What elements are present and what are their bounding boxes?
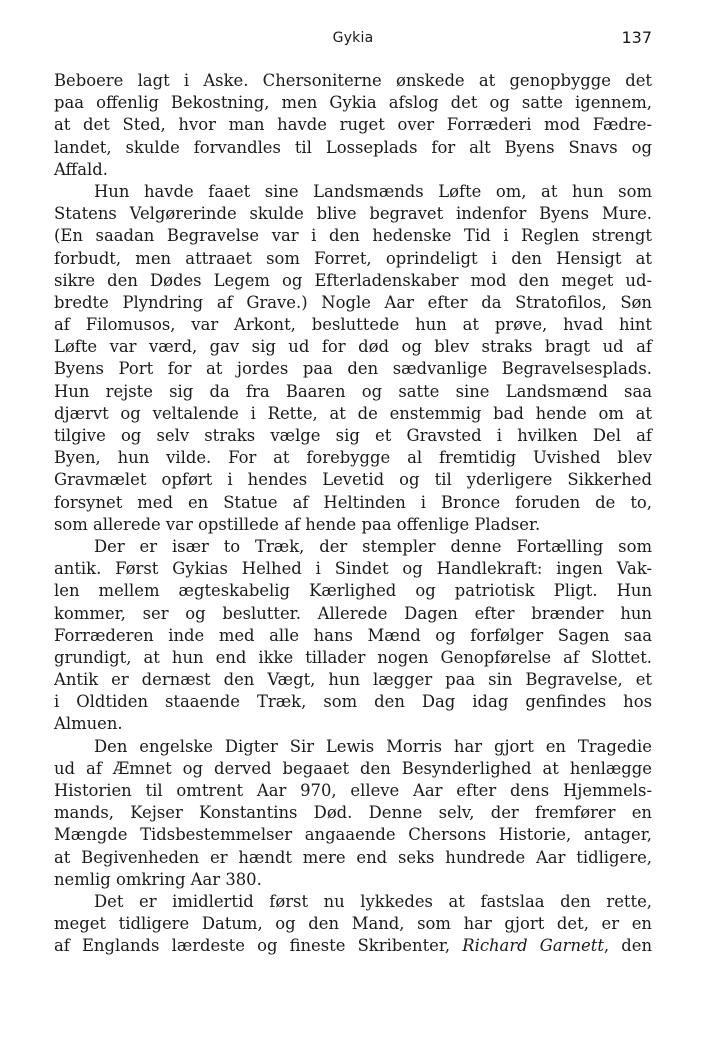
text-line: at Begivenheden er hændt mere end seks hundrede Aar tidligere,	[54, 847, 652, 867]
text-line: Gravmælet opført i hendes Levetid og til yderligere Sikkerhed	[54, 470, 652, 490]
text-line: djærvt og veltalende i Rette, at de enstemmig bad hende om at	[54, 403, 652, 423]
text-line: len mellem ægteskabelig Kærlighed og patriotisk Pligt. Hun	[54, 581, 652, 601]
text-line: Hun havde faaet sine Landsmænds Løfte om, at hun som	[94, 181, 652, 201]
text-line: Statens Velgørerinde skulde blive begravet indenfor Byens Mure.	[54, 204, 652, 224]
text-line: meget tidligere Datum, og den Mand, som har gjort det, er en	[54, 914, 652, 934]
text-line: nemlig omkring Aar 380.	[54, 869, 262, 889]
text-line: forbudt, men attraaet som Forret, oprindeligt i den Hensigt at	[54, 248, 652, 268]
text-line: (En saadan Begravelse var i den hedenske Tid i Reglen strengt	[54, 226, 652, 246]
text-line: Beboere lagt i Aske. Chersoniterne ønskede at genopbygge det	[54, 71, 652, 90]
text-line: Det er imidlertid først nu lykkedes at fastslaa den rette,	[94, 891, 652, 911]
text-line: tilgive og selv straks vælge sig et Gravsted i hvilken Del af	[54, 426, 652, 445]
page-number: 137	[621, 28, 652, 47]
text-line: Byen, hun vilde. For at forebygge al fremtidig Uvished blev	[54, 448, 652, 468]
body-text	[54, 70, 652, 958]
text-line: mands, Kejser Konstantins Død. Denne selv, der fremfører en	[54, 803, 652, 823]
text-line: bredte Plyndring af Grave.) Nogle Aar efter da Stratofilos, Søn	[54, 292, 652, 312]
text-line: antik. Først Gykias Helhed i Sindet og Handlekraft: ingen Vak-	[54, 559, 652, 579]
text-line: Almuen.	[54, 714, 123, 734]
book-page	[54, 26, 652, 958]
text-line: paa offenlig Bekostning, men Gykia afslog det og satte igennem,	[54, 93, 652, 113]
text-line: Løfte var værd, gav sig ud for død og blev straks bragt ud af	[54, 337, 652, 357]
text-line: landet, skulde forvandles til Losseplads for alt Byens Snavs og	[54, 137, 652, 157]
running-title: Gykia	[332, 30, 374, 46]
text-line: ud af Æmnet og derved begaaet den Besynderlighed at henlægge	[54, 758, 652, 778]
text-line: Den engelske Digter Sir Lewis Morris har gjort en Tragedie	[94, 736, 652, 756]
text-line: forsynet med en Statue af Heltinden i Bronce foruden de to,	[54, 492, 652, 512]
text-line: af Englands lærdeste og fineste Skribenter, Richard Garnett, den	[54, 936, 653, 956]
text-line: Forræderen inde med alle hans Mænd og forfølger Sagen saa	[54, 625, 652, 645]
text-line: Mængde Tidsbestemmelser angaaende Chersons Historie, antager,	[54, 825, 652, 845]
text-line: Hun rejste sig da fra Baaren og satte sine Landsmænd saa	[54, 381, 652, 401]
text-line: af Filomusos, var Arkont, besluttede hun at prøve, hvad hint	[54, 315, 652, 335]
text-line: Der er især to Træk, der stempler denne Fortælling som	[94, 536, 652, 556]
text-line: at det Sted, hvor man havde ruget over Forræderi mod Fædre-	[54, 115, 652, 135]
text-line: sikre den Dødes Legem og Efterladenskaber mod den meget ud-	[54, 270, 652, 290]
text-line: i Oldtiden staaende Træk, som den Dag idag genfindes hos	[54, 692, 652, 712]
author-name: Richard Garnett	[462, 936, 604, 956]
running-header	[54, 26, 652, 52]
text-line: kommer, ser og beslutter. Allerede Dagen efter brænder hun	[54, 603, 652, 623]
text-line: Affald.	[54, 159, 108, 179]
text-line: grundigt, at hun end ikke tillader nogen Genopførelse af Slottet.	[54, 647, 652, 667]
text-line: Antik er dernæst den Vægt, hun lægger paa sin Begravelse, et	[54, 670, 652, 690]
text-line: Byens Port for at jordes paa den sædvanlige Begravelsesplads.	[54, 359, 652, 379]
text-line: Historien til omtrent Aar 970, elleve Aar efter dens Hjemmels-	[54, 781, 652, 800]
text-line: som allerede var opstillede af hende paa offenlige Pladser.	[54, 514, 541, 534]
